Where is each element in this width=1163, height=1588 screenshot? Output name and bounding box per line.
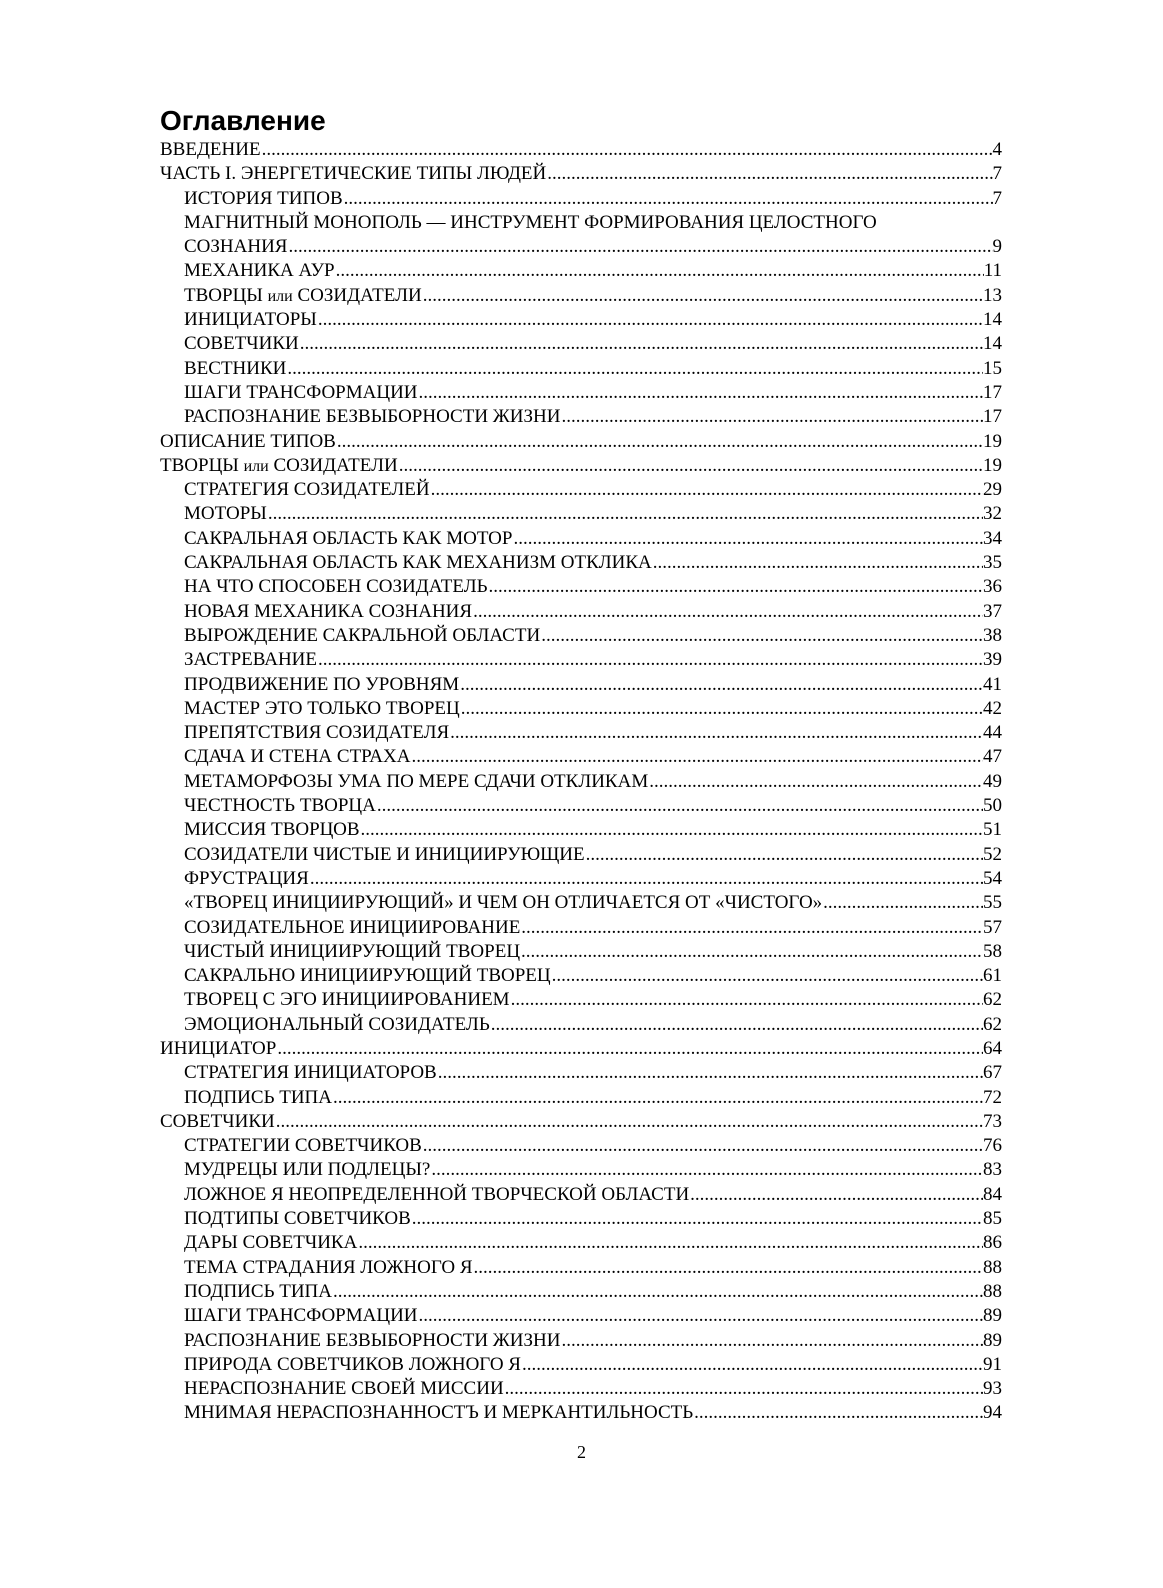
toc-entry-page: 89	[983, 1305, 1002, 1327]
toc-dot-leader	[262, 138, 993, 162]
toc-entry-label: РАСПОЗНАНИЕ БЕЗВЫБОРНОСТИ ЖИЗНИ	[184, 1329, 561, 1351]
toc-entry-label: ЭМОЦИОНАЛЬНЫЙ СОЗИДАТЕЛЬ	[184, 1013, 490, 1035]
toc-dot-leader	[473, 600, 983, 624]
toc-dot-leader	[358, 1231, 983, 1255]
toc-entry-page: 88	[983, 1256, 1002, 1278]
toc-entry-page: 57	[983, 916, 1002, 938]
toc-entry[interactable]	[160, 502, 1002, 526]
toc-dot-leader	[547, 162, 992, 186]
toc-entry-page: 51	[983, 819, 1002, 841]
toc-entry-label: ПРИРОДА СОВЕТЧИКОВ ЛОЖНОГО Я	[184, 1353, 521, 1375]
toc-entry-label: ШАГИ ТРАНСФОРМАЦИИ	[184, 1305, 418, 1327]
toc-entry[interactable]	[160, 1353, 1002, 1377]
toc-entry-label: МИССИЯ ТВОРЦОВ	[184, 819, 360, 841]
toc-entry-page: 4	[992, 139, 1002, 160]
toc-entry[interactable]	[160, 478, 1002, 502]
toc-dot-leader	[310, 867, 983, 891]
toc-entry-page: 17	[983, 406, 1002, 428]
toc-dot-leader	[336, 259, 984, 283]
toc-entry[interactable]	[160, 1329, 1002, 1353]
toc-entry-page: 61	[983, 965, 1002, 987]
toc-entry-page: 72	[983, 1086, 1002, 1108]
toc-entry[interactable]	[160, 405, 1002, 429]
toc-entry-page: 64	[983, 1037, 1002, 1059]
toc-dot-leader	[474, 1256, 983, 1280]
toc-entry[interactable]	[160, 988, 1002, 1012]
toc-dot-leader	[489, 575, 984, 599]
toc-entry-label: ПОДПИСЬ ТИПА	[184, 1280, 333, 1302]
toc-dot-leader	[690, 1183, 983, 1207]
toc-entry[interactable]	[160, 284, 1002, 308]
toc-dot-leader	[318, 308, 983, 332]
toc-entry-label: САКРАЛЬНАЯ ОБЛАСТЬ КАК МЕХАНИЗМ ОТКЛИКА	[184, 552, 652, 574]
toc-entry[interactable]	[160, 357, 1002, 381]
toc-entry-conjunction: или	[243, 457, 269, 475]
toc-entry-label: ТВОРЦЫ или СОЗИДАТЕЛИ	[160, 454, 398, 476]
toc-entry[interactable]	[160, 818, 1002, 842]
toc-entry-label: МАСТЕР ЭТО ТОЛЬКО ТВОРЕЦ	[184, 697, 460, 719]
toc-entry-label: ВЕСТНИКИ	[184, 357, 287, 379]
toc-dot-leader	[562, 405, 984, 429]
toc-dot-leader	[268, 502, 983, 526]
toc-dot-leader	[276, 1110, 983, 1134]
toc-entry[interactable]	[160, 211, 1002, 235]
toc-entry-label: РАСПОЗНАНИЕ БЕЗВЫБОРНОСТИ ЖИЗНИ	[184, 406, 561, 428]
toc-entry-page: 9	[992, 236, 1002, 258]
toc-entry-label: ЛОЖНОЕ Я НЕОПРЕДЕЛЕННОЙ ТВОРЧЕСКОЙ ОБЛАСТИ	[184, 1183, 690, 1205]
toc-dot-leader	[411, 745, 983, 769]
toc-dot-leader	[521, 940, 983, 964]
toc-entry-page: 54	[983, 867, 1002, 889]
toc-entry-label: ПРЕПЯТСТВИЯ СОЗИДАТЕЛЯ	[184, 722, 450, 744]
toc-entry-page: 29	[983, 479, 1002, 501]
toc-entry-page: 32	[983, 503, 1002, 525]
toc-dot-leader	[541, 624, 983, 648]
toc-entry[interactable]	[160, 697, 1002, 721]
toc-entry[interactable]	[160, 964, 1002, 988]
toc-entry-page: 52	[983, 843, 1002, 865]
toc-entry-label: СОЗИДАТЕЛЬНОЕ ИНИЦИИРОВАНИЕ	[184, 916, 521, 938]
toc-dot-leader	[377, 794, 983, 818]
toc-dot-leader	[461, 697, 983, 721]
toc-entry[interactable]	[160, 867, 1002, 891]
toc-entry[interactable]	[160, 138, 1002, 162]
toc-entry-page: 34	[983, 527, 1002, 549]
toc-entry-label: ТВОРЕЦ С ЭГО ИНИЦИИРОВАНИЕМ	[184, 989, 510, 1011]
toc-entry-page: 73	[983, 1110, 1002, 1132]
toc-entry-page: 44	[983, 722, 1002, 744]
toc-entry[interactable]	[160, 1134, 1002, 1158]
toc-title: Оглавление	[160, 105, 326, 136]
toc-dot-leader	[586, 843, 983, 867]
toc-entry[interactable]	[160, 575, 1002, 599]
toc-entry[interactable]	[160, 162, 1002, 186]
toc-entry-page: 42	[983, 697, 1002, 719]
toc-entry-label: МАГНИТНЫЙ МОНОПОЛЬ — ИНСТРУМЕНТ ФОРМИРОВАНИЯ ЦЕЛОСТНОГО	[184, 211, 877, 233]
toc-entry-page: 47	[983, 746, 1002, 768]
toc-dot-leader	[694, 1401, 983, 1425]
toc-entry[interactable]	[160, 259, 1002, 283]
toc-dot-leader	[649, 770, 983, 794]
toc-entry[interactable]	[160, 1013, 1002, 1037]
toc-entry-page: 14	[983, 333, 1002, 355]
toc-entry[interactable]	[160, 673, 1002, 697]
toc-entry-page: 89	[983, 1329, 1002, 1351]
toc-dot-leader	[423, 1134, 983, 1158]
toc-dot-leader	[505, 1377, 983, 1401]
toc-entry-page: 49	[983, 770, 1002, 792]
toc-entry[interactable]	[160, 940, 1002, 964]
toc-entry-label: МУДРЕЦЫ ИЛИ ПОДЛЕЦЫ?	[184, 1159, 431, 1181]
toc-entry-label: НА ЧТО СПОСОБЕН СОЗИДАТЕЛЬ	[184, 576, 488, 598]
toc-dot-leader	[419, 381, 983, 405]
toc-entry-page: 83	[983, 1159, 1002, 1181]
toc-dot-leader	[412, 1207, 983, 1231]
toc-entry-page: 86	[983, 1232, 1002, 1254]
toc-entry[interactable]	[160, 1207, 1002, 1231]
toc-entry-label: СТРАТЕГИЯ СОЗИДАТЕЛЕЙ	[184, 479, 430, 501]
toc-entry[interactable]	[160, 1183, 1002, 1207]
toc-entry[interactable]	[160, 1110, 1002, 1134]
toc-entry[interactable]	[160, 624, 1002, 648]
toc-entry-page: 88	[983, 1280, 1002, 1302]
toc-dot-leader	[344, 187, 993, 211]
toc-entry[interactable]	[160, 1256, 1002, 1280]
toc-entry[interactable]	[160, 527, 1002, 551]
toc-entry[interactable]	[160, 600, 1002, 624]
toc-dot-leader	[337, 430, 983, 454]
toc-entry-label: ИНИЦИАТОРЫ	[184, 309, 317, 331]
toc-dot-leader	[511, 988, 983, 1012]
toc-entry[interactable]	[160, 1158, 1002, 1182]
toc-entry-label: ЧИСТЫЙ ИНИЦИИРУЮЩИЙ ТВОРЕЦ	[184, 940, 521, 962]
toc-entry-label: ВЫРОЖДЕНИЕ САКРАЛЬНОЙ ОБЛАСТИ	[184, 624, 541, 646]
toc-entry-label: СДАЧА И СТЕНА СТРАХА	[184, 746, 411, 768]
toc-entry[interactable]	[160, 916, 1002, 940]
toc-dot-leader	[431, 1158, 983, 1182]
toc-dot-leader	[522, 1353, 983, 1377]
toc-entry-label: ВВЕДЕНИЕ	[160, 139, 261, 160]
toc-entry-label: НЕРАСПОЗНАНИЕ СВОЕЙ МИССИИ	[184, 1378, 504, 1400]
toc-entry[interactable]	[160, 1401, 1002, 1425]
toc-dot-leader	[277, 1037, 983, 1061]
toc-entry-page: 76	[983, 1135, 1002, 1157]
toc-entry-page: 19	[983, 454, 1002, 476]
toc-entry-label: МЕХАНИКА АУР	[184, 260, 335, 282]
toc-entry[interactable]	[160, 648, 1002, 672]
toc-entry-page: 39	[983, 649, 1002, 671]
toc-entry[interactable]	[160, 1304, 1002, 1328]
toc-entry[interactable]	[160, 1280, 1002, 1304]
toc-entry-label: ЗАСТРЕВАНИЕ	[184, 649, 317, 671]
toc-entry[interactable]	[160, 843, 1002, 867]
toc-entry-page: 58	[983, 940, 1002, 962]
toc-entry-label: ИНИЦИАТОР	[160, 1037, 277, 1059]
toc-entry-page: 41	[983, 673, 1002, 695]
toc-entry[interactable]	[160, 235, 1002, 259]
toc-entry-label: СОВЕТЧИКИ	[184, 333, 299, 355]
toc-entry-label: ОПИСАНИЕ ТИПОВ	[160, 430, 336, 452]
toc-entry-page: 67	[983, 1062, 1002, 1084]
toc-entry[interactable]	[160, 308, 1002, 332]
toc-entry-page: 94	[983, 1402, 1002, 1424]
toc-entry-page: 15	[983, 357, 1002, 379]
toc-entry-page: 50	[983, 795, 1002, 817]
toc-entry-label: МОТОРЫ	[184, 503, 267, 525]
toc-entry-page: 62	[983, 989, 1002, 1011]
toc-entry-page: 91	[983, 1353, 1002, 1375]
toc-dot-leader	[438, 1061, 983, 1085]
toc-dot-leader	[423, 284, 983, 308]
toc-entry-label: ЧЕСТНОСТЬ ТВОРЦА	[184, 795, 376, 817]
toc-entry-label: ТВОРЦЫ или СОЗИДАТЕЛИ	[184, 284, 422, 306]
toc-dot-leader	[431, 478, 983, 502]
toc-entry-label: НОВАЯ МЕХАНИКА СОЗНАНИЯ	[184, 600, 473, 622]
toc-entry-label: ФРУСТРАЦИЯ	[184, 867, 309, 889]
toc-entry[interactable]	[160, 1377, 1002, 1401]
toc-entry-conjunction: или	[267, 287, 293, 305]
toc-entry-page: 7	[992, 187, 1002, 209]
toc-dot-leader	[460, 673, 983, 697]
toc-dot-leader	[399, 454, 983, 478]
toc-entry-label: ИСТОРИЯ ТИПОВ	[184, 187, 343, 209]
toc-entry[interactable]	[160, 381, 1002, 405]
toc-entry[interactable]	[160, 332, 1002, 356]
toc-entry-label: МЕТАМОРФОЗЫ УМА ПО МЕРЕ СДАЧИ ОТКЛИКАМ	[184, 770, 649, 792]
toc-dot-leader	[521, 916, 983, 940]
toc-entry-label: МНИМАЯ НЕРАСПОЗНАННОСТЪ И МЕРКАНТИЛЬНОСТЬ	[184, 1402, 694, 1424]
toc-entry-page: 19	[983, 430, 1002, 452]
toc-entry[interactable]	[160, 551, 1002, 575]
toc-entry[interactable]	[160, 1061, 1002, 1085]
toc-entry[interactable]	[160, 187, 1002, 211]
toc-dot-leader	[450, 721, 983, 745]
toc-entry-label: ЧАСТЬ I. ЭНЕРГЕТИЧЕСКИЕ ТИПЫ ЛЮДЕЙ	[160, 163, 547, 185]
toc-entry-page: 38	[983, 624, 1002, 646]
toc-entry[interactable]	[160, 1231, 1002, 1255]
toc-entry-page: 37	[983, 600, 1002, 622]
table-of-contents	[160, 138, 1002, 1426]
toc-entry[interactable]	[160, 794, 1002, 818]
toc-dot-leader	[562, 1329, 984, 1353]
toc-dot-leader	[419, 1304, 983, 1328]
toc-dot-leader	[823, 891, 983, 915]
toc-entry[interactable]	[160, 1086, 1002, 1110]
toc-dot-leader	[361, 818, 983, 842]
toc-dot-leader	[513, 527, 983, 551]
toc-entry-label: САКРАЛЬНАЯ ОБЛАСТЬ КАК МОТОР	[184, 527, 513, 549]
toc-entry-label: СТРАТЕГИИ СОВЕТЧИКОВ	[184, 1135, 422, 1157]
toc-dot-leader	[300, 332, 983, 356]
toc-entry-page: 93	[983, 1378, 1002, 1400]
toc-entry-page: 13	[983, 284, 1002, 306]
toc-dot-leader	[288, 235, 992, 259]
toc-entry[interactable]	[160, 430, 1002, 454]
toc-entry[interactable]	[160, 745, 1002, 769]
toc-entry-page: 62	[983, 1013, 1002, 1035]
toc-entry-label: СОЗНАНИЯ	[184, 236, 288, 258]
toc-entry-page: 11	[983, 260, 1002, 282]
toc-entry-label: ДАРЫ СОВЕТЧИКА	[184, 1232, 358, 1254]
toc-dot-leader	[333, 1280, 983, 1304]
toc-dot-leader	[653, 551, 983, 575]
page-number: 2	[577, 1442, 586, 1462]
toc-entry-page: 17	[983, 381, 1002, 403]
toc-entry-page: 55	[983, 892, 1002, 914]
toc-entry-label: САКРАЛЬНО ИНИЦИИРУЮЩИЙ ТВОРЕЦ	[184, 965, 551, 987]
toc-entry-label: ПОДПИСЬ ТИПА	[184, 1086, 333, 1108]
toc-entry-label: «ТВОРЕЦ ИНИЦИИРУЮЩИЙ» И ЧЕМ ОН ОТЛИЧАЕТСЯ ОТ «ЧИСТОГО»	[184, 892, 823, 914]
toc-entry-page: 85	[983, 1208, 1002, 1230]
toc-entry-label: ШАГИ ТРАНСФОРМАЦИИ	[184, 381, 418, 403]
toc-entry[interactable]	[160, 770, 1002, 794]
toc-entry-label: ПОДТИПЫ СОВЕТЧИКОВ	[184, 1208, 411, 1230]
toc-dot-leader	[552, 964, 983, 988]
toc-entry-page: 35	[983, 552, 1002, 574]
toc-dot-leader	[491, 1013, 983, 1037]
toc-entry-page: 36	[983, 576, 1002, 598]
toc-dot-leader	[318, 648, 983, 672]
toc-entry[interactable]	[160, 891, 1002, 915]
toc-entry-page: 7	[992, 163, 1002, 185]
toc-entry[interactable]	[160, 454, 1002, 478]
toc-entry-label: СТРАТЕГИЯ ИНИЦИАТОРОВ	[184, 1062, 437, 1084]
toc-entry-label: СОВЕТЧИКИ	[160, 1110, 275, 1132]
toc-dot-leader	[333, 1086, 983, 1110]
toc-dot-leader	[287, 357, 983, 381]
toc-entry-page: 84	[983, 1183, 1002, 1205]
toc-entry[interactable]	[160, 1037, 1002, 1061]
toc-entry[interactable]	[160, 721, 1002, 745]
toc-entry-label: ТЕМА СТРАДАНИЯ ЛОЖНОГО Я	[184, 1256, 473, 1278]
toc-entry-page: 14	[983, 309, 1002, 331]
toc-entry-label: СОЗИДАТЕЛИ ЧИСТЫЕ И ИНИЦИИРУЮЩИЕ	[184, 843, 585, 865]
toc-entry-label: ПРОДВИЖЕНИЕ ПО УРОВНЯМ	[184, 673, 460, 695]
